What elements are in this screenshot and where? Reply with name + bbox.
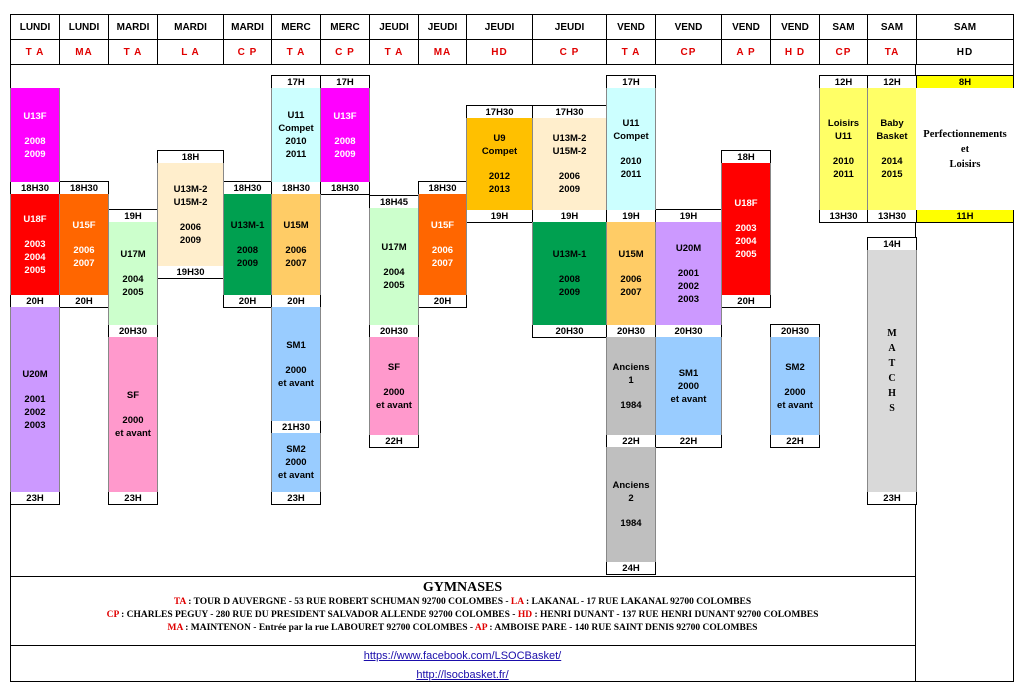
time-slot-0-23h: 23H xyxy=(10,491,60,505)
class-block-8-18h30 xyxy=(418,194,467,295)
class-block-2-19h xyxy=(108,222,158,325)
class-block-12-20h30 xyxy=(655,337,722,435)
class-block-line: 2000 xyxy=(677,380,700,392)
class-block-line: 2002 xyxy=(677,280,700,292)
gymnases-legend xyxy=(10,577,915,681)
class-block-line: 2009 xyxy=(24,148,46,160)
time-slot-13-20h: 20H xyxy=(721,294,771,308)
class-block-line: U13M-1 xyxy=(230,220,265,231)
class-block-line: et avant xyxy=(670,393,707,405)
time-slot-6-17h: 17H xyxy=(320,75,370,89)
class-block-11-20h30 xyxy=(606,337,656,435)
class-block-line: SM2 xyxy=(286,444,306,455)
class-block-line: U9 xyxy=(493,133,506,144)
class-block-line: 2003 xyxy=(24,238,46,250)
class-block-5-17h xyxy=(271,88,321,182)
class-block-5-21h30 xyxy=(271,433,321,492)
day-header-4: MARDI xyxy=(223,14,272,40)
gymnases-title: GYMNASES xyxy=(422,580,503,595)
day-header-12: VEND xyxy=(655,14,722,40)
class-block-line: U15M-2 xyxy=(173,196,208,208)
class-block-line: 2004 xyxy=(24,251,46,263)
time-slot-1-18h30: 18H30 xyxy=(59,181,109,195)
time-slot-5-20h: 20H xyxy=(271,294,321,308)
class-block-line: et avant xyxy=(376,399,412,411)
links-section xyxy=(10,645,915,684)
time-slot-1-20h: 20H xyxy=(59,294,109,308)
day-header-9: JEUDI xyxy=(466,14,533,40)
day-header-3: MARDI xyxy=(157,14,224,40)
class-block-line: 2011 xyxy=(833,169,854,180)
class-block-11-17h xyxy=(606,88,656,210)
time-slot-2-20h30: 20H30 xyxy=(108,324,158,338)
class-block-11-19h xyxy=(606,222,656,325)
gym-address-text: : MAINTENON - Entrée par la rue LABOURET 92700 COLOMBES - xyxy=(182,623,475,633)
class-block-7-20h30 xyxy=(369,337,419,435)
gym-code-6: C P xyxy=(320,39,370,65)
class-block-0-20h xyxy=(10,307,60,492)
time-slot-16-12h: 12H xyxy=(867,75,917,89)
class-block-line: Compet xyxy=(481,146,518,157)
day-header-14: VEND xyxy=(770,14,820,40)
time-slot-11-22h: 22H xyxy=(606,434,656,448)
class-block-line: 2006 xyxy=(431,245,454,256)
gym-address-line xyxy=(10,596,915,609)
gym-code-16: TA xyxy=(867,39,917,65)
class-block-14-20h30 xyxy=(770,337,820,435)
gym-code-label: TA xyxy=(173,597,186,607)
class-block-line: U13M-2 xyxy=(552,133,587,144)
class-block-line: 2007 xyxy=(431,258,454,269)
gym-code-0: T A xyxy=(10,39,60,65)
class-block-line: 2013 xyxy=(488,184,511,195)
class-block-line: Compet xyxy=(613,131,649,142)
time-slot-14-20h30: 20H30 xyxy=(770,324,820,338)
class-block-line: 2008 xyxy=(24,135,46,147)
class-block-line: Anciens xyxy=(612,361,650,373)
class-block-3-18h xyxy=(157,163,224,266)
class-block-line: 2003 xyxy=(735,223,757,234)
gymnases-address-list xyxy=(10,596,915,635)
class-block-line: 2003 xyxy=(677,293,700,305)
class-block-line: 2010 xyxy=(285,136,307,147)
class-block-7-18h45 xyxy=(369,208,419,325)
class-block-line: Loisirs xyxy=(827,118,860,129)
class-block-line: 2006 xyxy=(558,171,581,182)
time-slot-8-18h30: 18H30 xyxy=(418,181,467,195)
time-slot-9-17h30: 17H30 xyxy=(466,105,533,119)
class-block-5-20h xyxy=(271,307,321,421)
class-block-line: 2004 xyxy=(122,274,144,285)
gym-address-text: : LAKANAL - 17 RUE LAKANAL 92700 COLOMBES xyxy=(523,597,752,607)
gym-address-line xyxy=(10,622,915,635)
class-block-line: U13M-1 xyxy=(552,249,587,260)
day-header-13: VEND xyxy=(721,14,771,40)
class-block-line: T xyxy=(888,358,896,369)
class-block-1-18h30 xyxy=(59,194,109,295)
class-block-line: 2000 xyxy=(122,415,144,426)
day-header-7: JEUDI xyxy=(369,14,419,40)
time-slot-11-19h: 19H xyxy=(606,209,656,223)
class-block-line: M xyxy=(887,328,897,339)
website-link[interactable]: http://lsocbasket.fr/ xyxy=(416,669,509,681)
class-block-9-17h30 xyxy=(466,118,533,210)
class-block-10-17h30 xyxy=(532,118,607,210)
gym-code-17: HD xyxy=(916,39,1014,65)
class-block-line: 2007 xyxy=(285,258,307,269)
time-slot-13-18h: 18H xyxy=(721,150,771,164)
gym-code-label: HD xyxy=(517,610,533,620)
gym-address-text: : HENRI DUNANT - 137 RUE HENRI DUNANT 92700 COLOMBES xyxy=(532,610,819,620)
class-block-11-22h xyxy=(606,447,656,562)
time-slot-12-22h: 22H xyxy=(655,434,722,448)
class-block-line: 2004 xyxy=(383,267,405,278)
class-block-line: SM1 xyxy=(286,339,306,351)
gym-address-text: : CHARLES PEGUY - 280 RUE DU PRESIDENT SALVADOR ALLENDE 92700 COLOMBES - xyxy=(118,610,518,620)
gym-code-1: MA xyxy=(59,39,109,65)
class-block-2-20h30 xyxy=(108,337,158,492)
gym-code-label: MA xyxy=(167,623,183,633)
class-block-line: 2008 xyxy=(558,274,581,285)
gym-code-label: LA xyxy=(510,597,524,607)
class-block-line: 2012 xyxy=(488,171,511,182)
time-slot-2-23h: 23H xyxy=(108,491,158,505)
class-block-17-8h xyxy=(916,88,1014,210)
gym-address-text: : TOUR D AUVERGNE - 53 RUE ROBERT SCHUMAN 92700 COLOMBES - xyxy=(185,597,511,607)
time-slot-7-20h30: 20H30 xyxy=(369,324,419,338)
class-block-line: et avant xyxy=(278,470,314,481)
class-block-line: U15F xyxy=(72,220,96,231)
gym-address-text: : AMBOISE PARE - 140 RUE SAINT DENIS 92700 COLOMBES xyxy=(487,623,758,633)
class-block-line: Compet xyxy=(278,123,314,134)
class-block-line: U17M xyxy=(381,242,407,253)
day-header-2: MARDI xyxy=(108,14,158,40)
class-block-0-18h30 xyxy=(10,194,60,295)
class-block-line: 1 xyxy=(628,374,634,386)
class-block-line: U15M xyxy=(283,220,309,231)
class-block-line: 2009 xyxy=(334,148,356,160)
gym-code-12: CP xyxy=(655,39,722,65)
class-block-12-19h xyxy=(655,222,722,325)
class-block-line: S xyxy=(889,403,895,414)
day-header-11: VEND xyxy=(606,14,656,40)
facebook-link[interactable]: https://www.facebook.com/LSOCBasket/ xyxy=(363,650,562,662)
gym-code-14: H D xyxy=(770,39,820,65)
class-block-15-12h xyxy=(819,88,868,210)
time-slot-7-22h: 22H xyxy=(369,434,419,448)
class-block-line: 2000 xyxy=(383,386,405,398)
class-block-line: U11 xyxy=(622,118,640,129)
class-block-line: U15M xyxy=(618,249,644,260)
time-slot-6-18h30: 18H30 xyxy=(320,181,370,195)
day-header-17: SAM xyxy=(916,14,1014,40)
gym-code-5: T A xyxy=(271,39,321,65)
time-slot-0-20h: 20H xyxy=(10,294,60,308)
day-header-8: JEUDI xyxy=(418,14,467,40)
class-block-line: et avant xyxy=(278,377,314,389)
class-block-line: 2003 xyxy=(24,419,46,431)
time-slot-8-20h: 20H xyxy=(418,294,467,308)
class-block-line: et avant xyxy=(777,399,813,411)
gym-code-9: HD xyxy=(466,39,533,65)
time-slot-5-21h30: 21H30 xyxy=(271,420,321,434)
time-slot-10-17h30: 17H30 xyxy=(532,105,607,119)
time-slot-5-23h: 23H xyxy=(271,491,321,505)
class-block-line: 2 xyxy=(628,493,634,504)
class-block-10-19h xyxy=(532,222,607,325)
time-slot-10-20h30: 20H30 xyxy=(532,324,607,338)
gym-code-15: CP xyxy=(819,39,868,65)
time-slot-16-13h30: 13H30 xyxy=(867,209,917,223)
time-slot-7-18h45: 18H45 xyxy=(369,195,419,209)
class-block-line: 2009 xyxy=(179,234,202,246)
time-slot-3-18h: 18H xyxy=(157,150,224,164)
class-block-line: 2004 xyxy=(735,236,757,247)
class-block-line: U18F xyxy=(734,198,758,209)
class-block-line: SF xyxy=(387,361,401,373)
gym-code-3: L A xyxy=(157,39,224,65)
class-block-line: U20M xyxy=(22,368,48,380)
class-block-line: U17M xyxy=(120,249,146,260)
gym-code-4: C P xyxy=(223,39,272,65)
class-block-line: 2006 xyxy=(73,245,95,256)
time-slot-12-20h30: 20H30 xyxy=(655,324,722,338)
gym-code-11: T A xyxy=(606,39,656,65)
class-block-line: 2007 xyxy=(73,258,95,269)
class-block-line: Loisirs xyxy=(949,158,981,170)
class-block-line: U11 xyxy=(287,110,305,121)
class-block-line: U13F xyxy=(23,110,47,122)
class-block-line: 2006 xyxy=(179,221,202,233)
class-block-line: H xyxy=(888,388,896,399)
day-header-5: MERC xyxy=(271,14,321,40)
time-slot-2-19h: 19H xyxy=(108,209,158,223)
class-block-16-14h xyxy=(867,250,917,492)
class-block-line: 1984 xyxy=(620,518,642,529)
gym-code-7: T A xyxy=(369,39,419,65)
class-block-line: 2011 xyxy=(285,149,307,160)
class-block-line: 2008 xyxy=(334,135,356,147)
class-block-line: U15M-2 xyxy=(552,146,587,157)
time-slot-17-11h: 11H xyxy=(916,209,1014,223)
day-header-10: JEUDI xyxy=(532,14,607,40)
class-block-4-18h30 xyxy=(223,194,272,295)
class-block-line: Perfectionnements xyxy=(923,128,1007,140)
class-block-line: A xyxy=(888,343,896,354)
class-block-line: 2015 xyxy=(881,169,903,180)
time-slot-15-12h: 12H xyxy=(819,75,868,89)
class-block-line: 2009 xyxy=(236,258,259,269)
class-block-line: 2006 xyxy=(620,274,642,285)
time-slot-16-23h: 23H xyxy=(867,491,917,505)
class-block-line: 2010 xyxy=(832,156,855,167)
gym-code-label: AP xyxy=(474,623,488,633)
time-slot-4-18h30: 18H30 xyxy=(223,181,272,195)
class-block-line: 2000 xyxy=(784,386,806,398)
class-block-line: 2006 xyxy=(285,245,307,256)
class-block-line: Basket xyxy=(876,131,908,142)
day-header-15: SAM xyxy=(819,14,868,40)
gym-code-2: T A xyxy=(108,39,158,65)
day-header-0: LUNDI xyxy=(10,14,60,40)
class-block-line: C xyxy=(888,373,896,384)
class-block-5-18h30 xyxy=(271,194,321,295)
class-block-line: 2001 xyxy=(24,393,46,405)
time-slot-14-22h: 22H xyxy=(770,434,820,448)
class-block-line: 2005 xyxy=(122,287,144,298)
class-block-line: 2010 xyxy=(620,156,642,167)
class-block-line: 2008 xyxy=(236,245,259,256)
class-block-line: U18F xyxy=(23,213,47,225)
class-block-line: 2005 xyxy=(383,280,405,291)
class-block-line: 2011 xyxy=(620,169,642,180)
gym-code-8: MA xyxy=(418,39,467,65)
time-slot-16-14h: 14H xyxy=(867,237,917,251)
class-block-line: U15F xyxy=(430,220,455,231)
time-slot-3-19h30: 19H30 xyxy=(157,265,224,279)
class-block-line: SM1 xyxy=(678,367,699,379)
gym-code-10: C P xyxy=(532,39,607,65)
time-slot-5-17h: 17H xyxy=(271,75,321,89)
class-block-line: 1984 xyxy=(620,399,642,411)
class-block-line: 2005 xyxy=(24,264,46,276)
class-block-line: et avant xyxy=(115,428,151,439)
day-header-16: SAM xyxy=(867,14,917,40)
time-slot-5-18h30: 18H30 xyxy=(271,181,321,195)
class-block-line: Anciens xyxy=(612,480,650,491)
class-block-line: 2002 xyxy=(24,406,46,418)
day-header-1: LUNDI xyxy=(59,14,109,40)
class-block-line: 2000 xyxy=(285,364,307,376)
time-slot-11-24h: 24H xyxy=(606,561,656,575)
class-block-line: 2009 xyxy=(558,184,581,195)
class-block-line: 2014 xyxy=(881,156,903,167)
class-block-line: 2007 xyxy=(620,287,642,298)
gym-code-label: CP xyxy=(106,610,119,620)
class-block-line: U13M-2 xyxy=(173,183,208,195)
time-slot-17-8h: 8H xyxy=(916,75,1014,89)
class-block-16-12h xyxy=(867,88,917,210)
time-slot-10-19h: 19H xyxy=(532,209,607,223)
class-block-13-18h xyxy=(721,163,771,295)
time-slot-9-19h: 19H xyxy=(466,209,533,223)
time-slot-12-19h: 19H xyxy=(655,209,722,223)
class-block-line: U20M xyxy=(675,242,702,254)
time-slot-11-20h30: 20H30 xyxy=(606,324,656,338)
class-block-line: SM2 xyxy=(785,361,805,373)
class-block-line: et xyxy=(960,143,970,155)
gym-address-line xyxy=(10,609,915,622)
class-block-line: U11 xyxy=(835,131,852,142)
class-block-line: 2005 xyxy=(735,249,757,260)
time-slot-15-13h30: 13H30 xyxy=(819,209,868,223)
class-block-0-17h xyxy=(10,88,60,182)
class-block-6-17h xyxy=(320,88,370,182)
time-slot-4-20h: 20H xyxy=(223,294,272,308)
day-header-6: MERC xyxy=(320,14,370,40)
class-block-line: U13F xyxy=(333,110,357,122)
class-block-line: 2000 xyxy=(285,457,307,468)
class-block-line: Baby xyxy=(880,118,904,129)
class-block-line: 2001 xyxy=(677,267,700,279)
class-block-line: SF xyxy=(126,390,140,401)
time-slot-0-18h30: 18H30 xyxy=(10,181,60,195)
class-block-line: 2009 xyxy=(558,287,581,298)
time-slot-11-17h: 17H xyxy=(606,75,656,89)
gym-code-13: A P xyxy=(721,39,771,65)
